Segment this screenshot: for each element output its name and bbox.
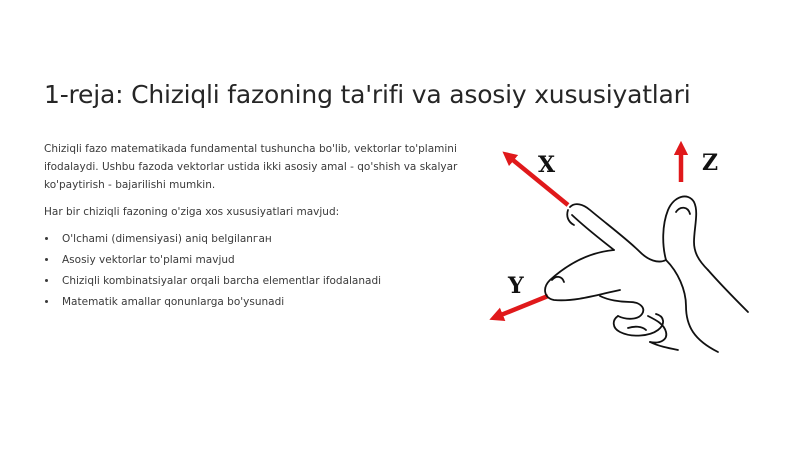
intro-paragraph: Chiziqli fazo matematikada fundamental tushuncha bo'lib, vektorlar to'plamini ifodalaydi. Ushbu fazoda vektorlar ustida ikki asosiy amal - qo'shish va skalyar ko'paytirish - bajarilishi mumkin.	[44, 143, 458, 191]
y-axis-label: Y	[508, 273, 524, 299]
x-axis-label: X	[538, 152, 556, 178]
z-axis-label: Z	[702, 150, 719, 176]
list-item: Matematik amallar qonunlarga bo'ysunadi	[44, 293, 464, 311]
slide-title: 1-reja: Chiziqli fazoning ta'rifi va asosiy xususiyatlari	[44, 80, 691, 109]
properties-lead-paragraph: Har bir chiziqli fazoning o'ziga xos xususiyatlari mavjud:	[44, 206, 340, 218]
list-item: Asosiy vektorlar to'plami mavjud	[44, 251, 464, 269]
hand-outline	[545, 196, 748, 352]
slide-body	[44, 140, 464, 314]
y-axis-arrow	[496, 296, 548, 317]
list-item: Chiziqli kombinatsiyalar orqali barcha elementlar ifodalanadi	[44, 272, 464, 290]
list-item: O'lchami (dimensiyasi) aniq belgilanган	[44, 230, 464, 248]
right-hand-rule-illustration	[480, 130, 770, 360]
properties-list	[44, 230, 464, 311]
